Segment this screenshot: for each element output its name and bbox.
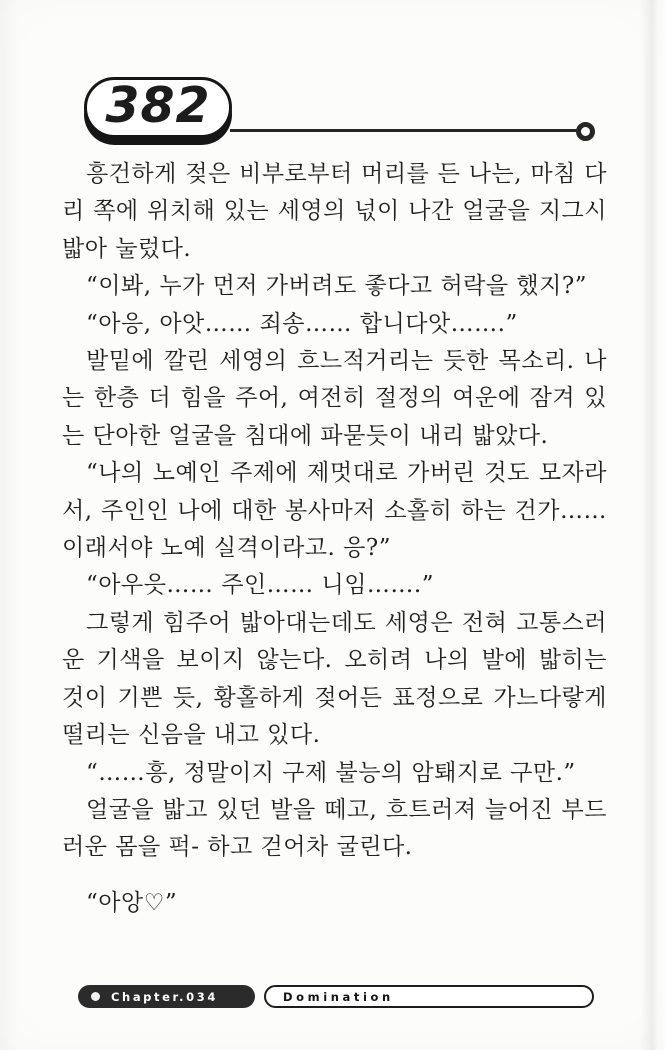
book-title-label: Domination [283, 989, 394, 1004]
body-text [62, 156, 607, 922]
ring-icon [576, 122, 595, 141]
bullet-dot-icon [91, 992, 100, 1001]
paragraph: “나의 노예인 주제에 제멋대로 가버린 것도 모자라서, 주인인 나에 대한 봉사마저 소홀히 하는 건가…… 이래서야 노예 실격이라고. 응?” [62, 460, 607, 562]
chapter-label: Chapter.034 [111, 989, 218, 1004]
paragraph: 발밑에 깔린 세영의 흐느적거리는 듯한 목소리. 나는 한층 더 힘을 주어, 여전히 절정의 여운에 잠겨 있는 단아한 얼굴을 침대에 파묻듯이 내리 밟았다. [62, 348, 607, 449]
paragraph: 흥건하게 젖은 비부로부터 머리를 든 나는, 마침 다리 쪽에 위치해 있는 세영의 넋이 나간 얼굴을 지그시 밟아 눌렀다. [62, 161, 607, 262]
paragraph: “아우읏…… 주인…… 니임…….” [86, 572, 434, 599]
paragraph: 얼굴을 밟고 있던 발을 떼고, 흐트러져 늘어진 부드러운 몸을 퍽- 하고 걷어차 굴린다. [62, 796, 607, 861]
header-rule-line [230, 129, 578, 132]
page-number-badge [84, 77, 232, 138]
book-title-badge [264, 985, 594, 1008]
chapter-badge [78, 985, 255, 1008]
paragraph: “아응, 아앗…… 죄송…… 합니다앗…….” [86, 310, 518, 337]
paragraph: “……흥, 정말이지 구제 불능의 암퇘지로 구만.” [86, 759, 576, 786]
paragraph: “아앙♡” [86, 889, 178, 916]
paragraph: 그렇게 힘주어 밟아대는데도 세영은 전혀 고통스러운 기색을 보이지 않는다. 오히려 나의 발에 밟히는 것이 기쁜 듯, 황홀하게 젖어든 표정으로 가느다랗게 떨리는 신음을 내고 있다. [62, 609, 607, 749]
page-number: 382 [105, 77, 211, 134]
paragraph: “이봐, 누가 먼저 가버려도 좋다고 허락을 했지?” [86, 273, 587, 300]
page-footer [0, 985, 666, 1009]
